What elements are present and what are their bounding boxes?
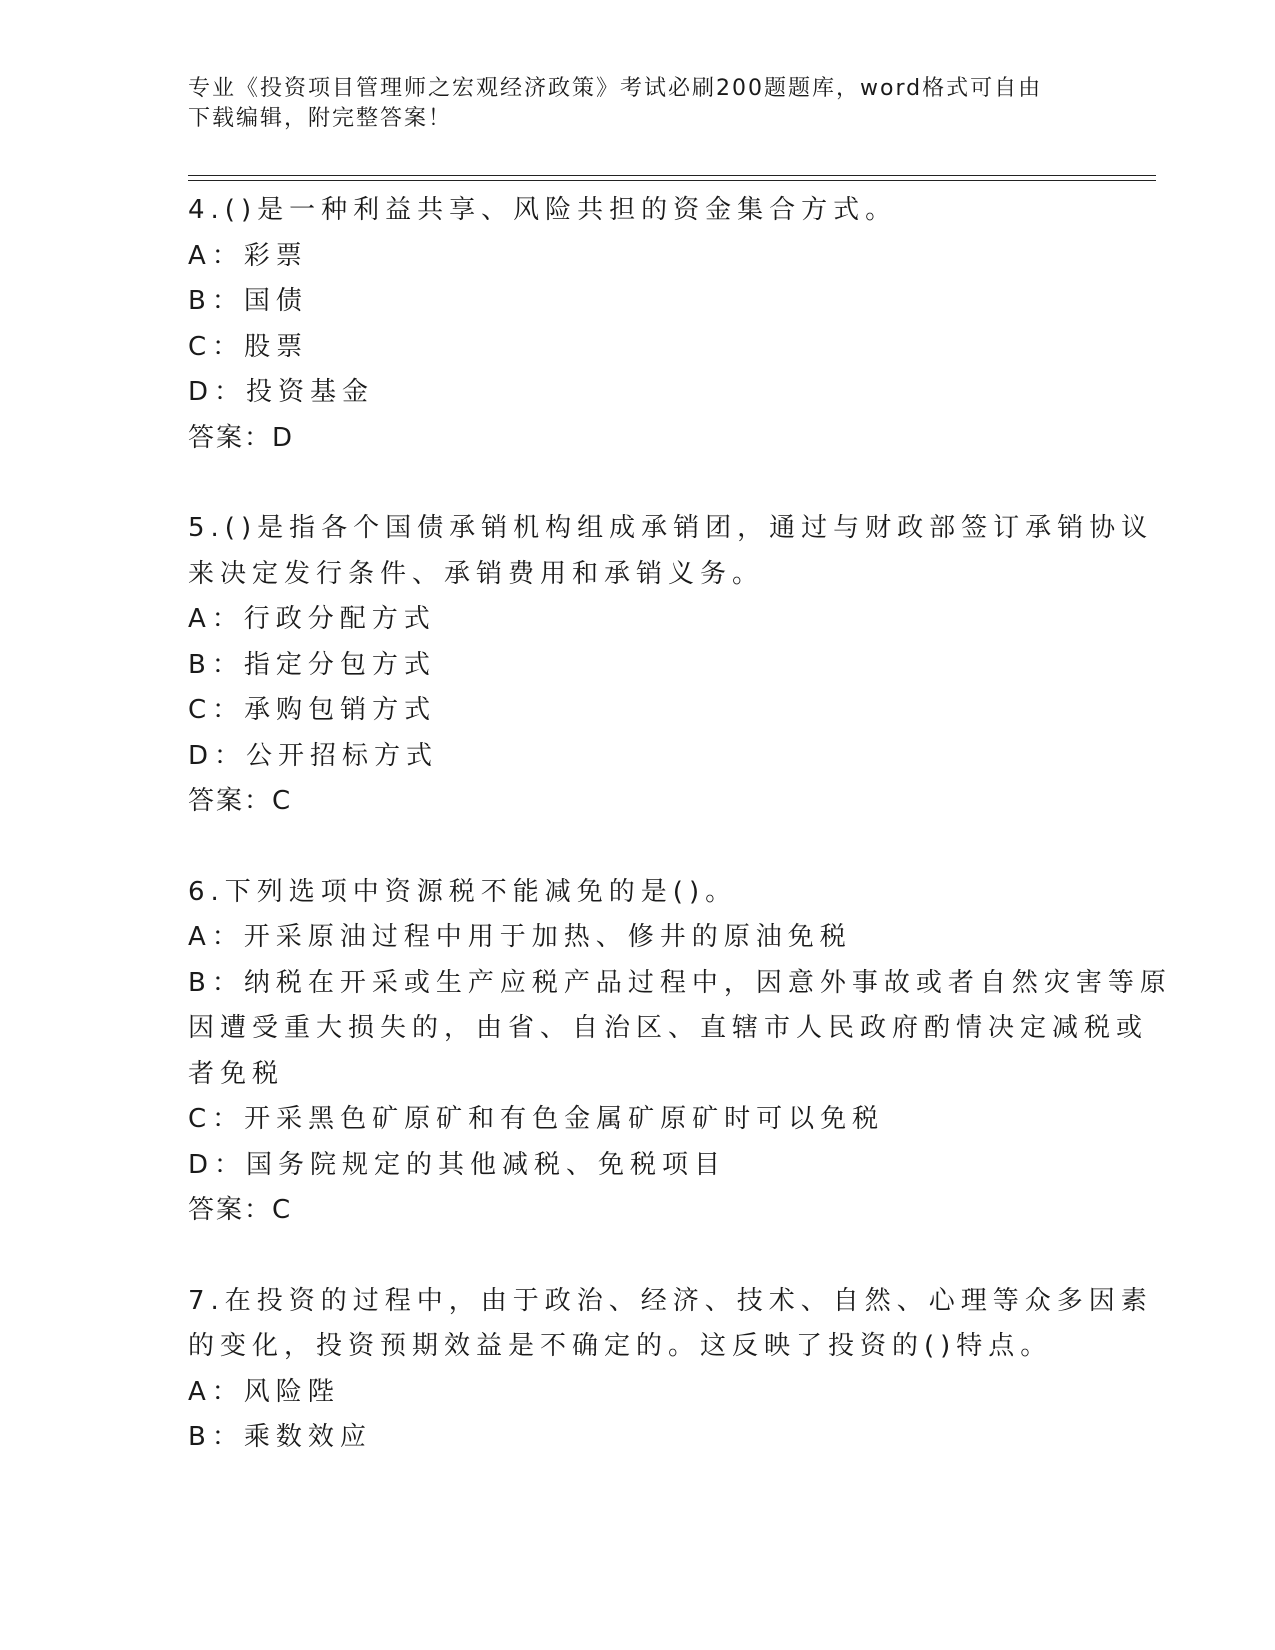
option-text: A：彩票: [188, 240, 308, 271]
option-text: D：投资基金: [188, 377, 375, 407]
option-text: A：开采原油过程中用于加热、修井的原油免税: [188, 922, 852, 952]
header-line-2: 下载编辑，附完整答案！: [188, 106, 453, 131]
header-line-1: 专业《投资项目管理师之宏观经济政策》考试必刷200题题库，word格式可自由: [188, 76, 1043, 101]
question-block: [188, 1279, 1153, 1461]
header-rule-top: [188, 175, 1156, 176]
option-text: D：国务院规定的其他减税、免税项目: [188, 1149, 727, 1180]
answer-text: 答案：D: [188, 422, 295, 453]
option-text: B：纳税在开采或生产应税产品过程中，因意外事故或者自然灾害等原: [188, 967, 1172, 998]
option-text: C：开采黑色矿原矿和有色金属矿原矿时可以免税: [188, 1104, 885, 1134]
header-rule-bottom: [188, 180, 1156, 181]
option-text: A：风险陛: [188, 1376, 340, 1407]
question-block: [188, 870, 1172, 1234]
option-text: C：股票: [188, 331, 309, 362]
option-text: 者免税: [188, 1058, 285, 1089]
question-text: 4.()是一种利益共享、风险共担的资金集合方式。: [188, 195, 898, 225]
question-block: [188, 506, 1154, 825]
option-text: D：公开招标方式: [188, 740, 439, 771]
option-text: C：承购包销方式: [188, 695, 437, 725]
question-text: 7.在投资的过程中，由于政治、经济、技术、自然、心理等众多因素: [188, 1285, 1153, 1316]
question-text: 6.下列选项中资源税不能减免的是()。: [188, 876, 738, 907]
option-text: A：行政分配方式: [188, 604, 436, 634]
document-header: [188, 74, 1068, 134]
answer-text: 答案：C: [188, 1195, 293, 1225]
question-text: 来决定发行条件、承销费用和承销义务。: [188, 558, 765, 589]
option-text: B：国债: [188, 286, 308, 316]
answer-text: 答案：C: [188, 786, 293, 816]
question-block: [188, 188, 1088, 461]
question-list: [188, 188, 1172, 1506]
option-text: B：乘数效应: [188, 1422, 372, 1452]
question-text: 的变化，投资预期效益是不确定的。这反映了投资的()特点。: [188, 1331, 1053, 1361]
option-text: B：指定分包方式: [188, 649, 436, 680]
question-text: 5.()是指各个国债承销机构组成承销团，通过与财政部签订承销协议: [188, 513, 1154, 543]
option-text: 因遭受重大损失的，由省、自治区、直辖市人民政府酌情决定减税或: [188, 1013, 1149, 1043]
